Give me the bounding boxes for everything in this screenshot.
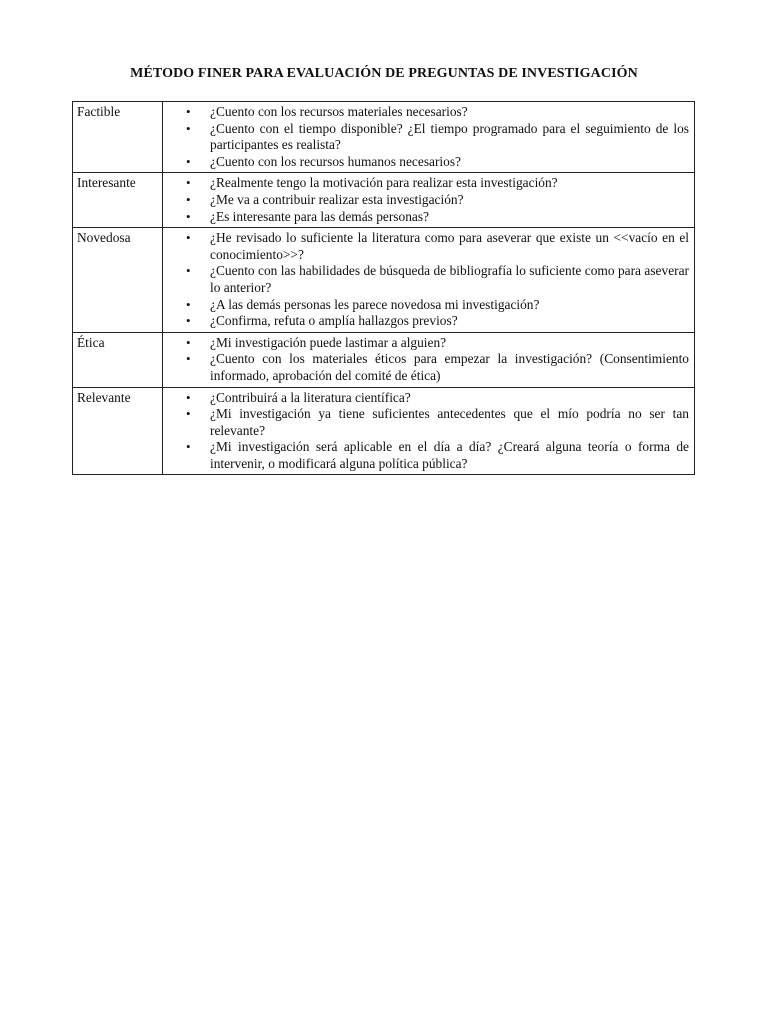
list-item <box>186 406 689 439</box>
bullet-icon: • <box>186 230 191 246</box>
question-text: ¿Mi investigación puede lastimar a alguien? <box>210 334 447 350</box>
list-item <box>186 230 689 263</box>
question-text: ¿Cuento con las habilidades de búsqueda de bibliografía lo suficiente como para aseverar lo anterior? <box>210 263 689 295</box>
finer-table-body <box>73 102 695 475</box>
list-item <box>186 120 689 154</box>
bullet-icon: • <box>186 208 191 224</box>
question-text: ¿Realmente tengo la motivación para realizar esta investigación? <box>210 175 558 191</box>
criterion-cell: Factible <box>73 102 163 173</box>
table-row <box>73 228 695 333</box>
question-text: ¿Contribuirá a la literatura científica? <box>210 389 411 405</box>
bullet-icon: • <box>186 153 191 169</box>
question-text: ¿Mi investigación será aplicable en el día a día? ¿Creará alguna teoría o forma de intervenir, o modificará alguna política pública? <box>210 439 689 471</box>
questions-cell <box>163 387 695 475</box>
question-list <box>167 390 689 473</box>
list-item <box>186 351 689 384</box>
criterion-cell: Novedosa <box>73 228 163 333</box>
criterion-cell: Ética <box>73 332 163 387</box>
bullet-icon: • <box>186 351 191 367</box>
question-text: ¿Es interesante para las demás personas? <box>210 208 429 224</box>
bullet-icon: • <box>186 334 191 350</box>
question-list <box>167 230 689 330</box>
list-item <box>186 175 689 192</box>
questions-cell <box>163 332 695 387</box>
bullet-icon: • <box>186 120 191 136</box>
list-item <box>186 208 689 226</box>
question-text: ¿Confirma, refuta o amplía hallazgos previos? <box>210 313 458 329</box>
list-item <box>186 296 689 314</box>
finer-table <box>72 101 695 475</box>
question-text: ¿He revisado lo suficiente la literatura como para aseverar que existe un <<vacío en el conocimiento>>? <box>210 230 689 262</box>
questions-cell <box>163 173 695 228</box>
question-text: ¿Cuento con el tiempo disponible? ¿El tiempo programado para el seguimiento de los participantes es realista? <box>210 120 689 153</box>
bullet-icon: • <box>186 296 191 312</box>
bullet-icon: • <box>186 439 191 455</box>
bullet-icon: • <box>186 313 191 329</box>
bullet-icon: • <box>186 104 191 119</box>
question-text: ¿A las demás personas les parece novedosa mi investigación? <box>210 296 540 312</box>
question-list <box>167 175 689 225</box>
question-list <box>167 104 689 170</box>
question-text: ¿Cuento con los recursos materiales necesarios? <box>210 104 468 119</box>
bullet-icon: • <box>186 191 191 207</box>
criterion-cell: Interesante <box>73 173 163 228</box>
questions-cell <box>163 102 695 173</box>
list-item <box>186 334 689 352</box>
criterion-cell: Relevante <box>73 387 163 475</box>
document-title: MÉTODO FINER PARA EVALUACIÓN DE PREGUNTAS DE INVESTIGACIÓN <box>130 66 638 81</box>
question-text: ¿Cuento con los materiales éticos para empezar la investigación? (Consentimiento informado, aprobación del comité de ética) <box>210 351 689 383</box>
table-row <box>73 173 695 228</box>
bullet-icon: • <box>186 263 191 279</box>
list-item <box>186 263 689 296</box>
question-text: ¿Cuento con los recursos humanos necesarios? <box>210 153 462 169</box>
table-row <box>73 102 695 173</box>
list-item <box>186 191 689 209</box>
list-item <box>186 439 689 472</box>
table-row <box>73 332 695 387</box>
question-text: ¿Me va a contribuir realizar esta investigación? <box>210 191 464 207</box>
list-item <box>186 104 689 121</box>
question-list <box>167 335 689 385</box>
question-text: ¿Mi investigación ya tiene suficientes antecedentes que el mío podría no ser tan relevante? <box>210 406 689 438</box>
questions-cell <box>163 228 695 333</box>
bullet-icon: • <box>186 175 191 191</box>
list-item <box>186 153 689 171</box>
table-row <box>73 387 695 475</box>
list-item <box>186 389 689 407</box>
bullet-icon: • <box>186 406 191 422</box>
bullet-icon: • <box>186 389 191 405</box>
list-item <box>186 313 689 330</box>
